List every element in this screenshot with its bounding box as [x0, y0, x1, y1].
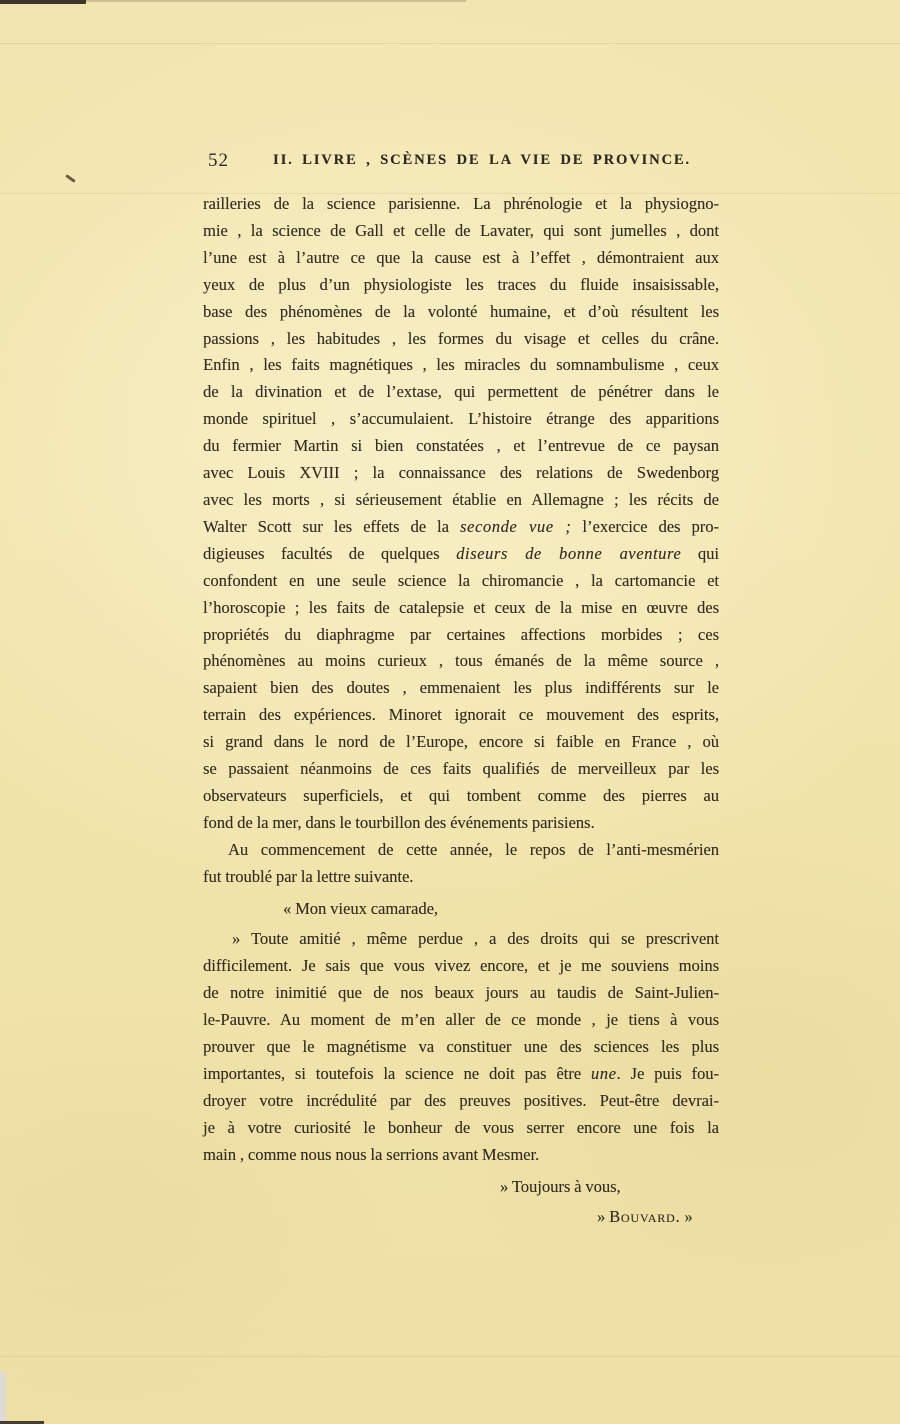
text-line: droyer votre incrédulité par des preuves positives. Peut-être devrai-: [203, 1090, 719, 1110]
text-line: l’une est à l’autre ce que la cause est à l’effet , démontraient aux: [203, 247, 719, 267]
text-segment: »: [680, 1206, 693, 1226]
scan-edge-bottom-left: [0, 1372, 6, 1424]
text-line: railleries de la science parisienne. La phrénologie et la physiogno-: [203, 194, 719, 213]
letter-signature: [597, 1204, 719, 1231]
text-line: Au commencement de cette année, le repos de l’anti-mesmérien: [228, 839, 719, 859]
text-segment: importantes, si toutefois la science ne doit pas être: [203, 1064, 591, 1083]
text-line: main , comme nous nous la serrions avant Mesmer.: [203, 1144, 540, 1164]
text-segment: . Je puis fou-: [616, 1064, 719, 1083]
scan-edge-top-faint: [86, 0, 466, 2]
ink-fleck: [65, 174, 76, 183]
text-line: » Toute amitié , même perdue , a des droits qui se prescrivent: [232, 929, 719, 949]
text-segment: l’exercice des pro-: [571, 516, 719, 536]
paper-crease: [0, 43, 900, 44]
letter-closing: » Toujours à vous,: [500, 1176, 621, 1196]
running-title: II. LIVRE , SCÈNES DE LA VIE DE PROVINCE.: [273, 152, 691, 168]
italic-segment: diseurs de bonne aventure: [456, 543, 682, 563]
text-line: confondent en une seule science la chiromancie , la cartomancie et: [203, 570, 719, 590]
text-line: [203, 541, 719, 568]
text-line: base des phénomènes de la volonté humaine, et d’où résultent les: [203, 301, 719, 321]
text-line: je à votre curiosité le bonheur de vous serrer encore une fois la: [203, 1117, 719, 1137]
text-segment: »: [597, 1206, 610, 1226]
text-line: prouver que le magnétisme va constituer une des sciences les plus: [203, 1037, 719, 1057]
italic-segment: une: [590, 1064, 617, 1083]
paper-crease: [0, 1356, 900, 1357]
running-header: [203, 150, 719, 172]
text-line: de notre inimitié que de nos beaux jours au taudis de Saint-Julien-: [203, 983, 719, 1003]
text-segment: Walter Scott sur les effets de la: [203, 516, 460, 536]
text-line: phénomènes au moins curieux , tous émanés de la même source ,: [203, 651, 719, 671]
text-line: [203, 1061, 719, 1088]
text-line: yeux de plus d’un physiologiste les traces du fluide insaisissable,: [203, 274, 719, 294]
letter-salutation: « Mon vieux camarade,: [283, 898, 439, 918]
text-line: avec les morts , si sérieusement établie en Allemagne ; les récits de: [203, 489, 719, 509]
scan-edge-top: [0, 0, 86, 4]
text-line: difficilement. Je sais que vous vivez encore, et je me souviens moins: [203, 956, 719, 976]
letter-body: [203, 926, 719, 1168]
text-line: du fermier Martin si bien constatées , et l’entrevue de ce paysan: [203, 436, 719, 456]
text-line: monde spirituel , s’accumulaient. L’histoire étrange des apparitions: [203, 409, 719, 429]
text-line: le-Pauvre. Au moment de m’en aller de ce monde , je tiens à vous: [203, 1010, 719, 1030]
text-line: de la divination et de l’extase, qui permettent de pénétrer dans le: [203, 382, 719, 402]
text-line: se passaient néanmoins de ces faits qualifiés de merveilleux par les: [203, 759, 719, 779]
text-line: terrain des expériences. Minoret ignorait ce mouvement des esprits,: [203, 705, 719, 725]
text-line: fond de la mer, dans le tourbillon des événements parisiens.: [203, 812, 595, 832]
italic-segment: seconde vue ;: [460, 516, 572, 536]
text-line: passions , les habitudes , les formes du visage et celles du crâne.: [203, 328, 719, 348]
text-line: Enfin , les faits magnétiques , les miracles du somnambulisme , ceux: [203, 355, 719, 375]
text-line: mie , la science de Gall et celle de Lavater, qui sont jumelles , dont: [203, 220, 719, 240]
text-line: si grand dans le nord de l’Europe, encore si faible en France , où: [203, 732, 719, 752]
text-line: l’horoscopie ; les faits de catalepsie et ceux de la mise en œuvre des: [203, 597, 719, 617]
text-line: [203, 514, 719, 541]
page-number: 52: [208, 150, 229, 171]
text-line: avec Louis XVIII ; la connaissance des relations de Swedenborg: [203, 463, 719, 483]
text-column: [203, 191, 719, 1230]
text-segment: digieuses facultés de quelques: [203, 543, 457, 563]
text-line: fut troublé par la lettre suivante.: [203, 866, 414, 886]
signature-name: Bouvard.: [609, 1206, 681, 1226]
text-line: propriétés du diaphragme par certaines affections morbides ; ces: [203, 624, 719, 644]
text-segment: qui: [681, 543, 719, 563]
text-line: observateurs superficiels, et qui tombent comme des pierres au: [203, 785, 719, 805]
text-line: sapaient bien des doutes , emmenaient les plus indifférents sur le: [203, 678, 719, 698]
